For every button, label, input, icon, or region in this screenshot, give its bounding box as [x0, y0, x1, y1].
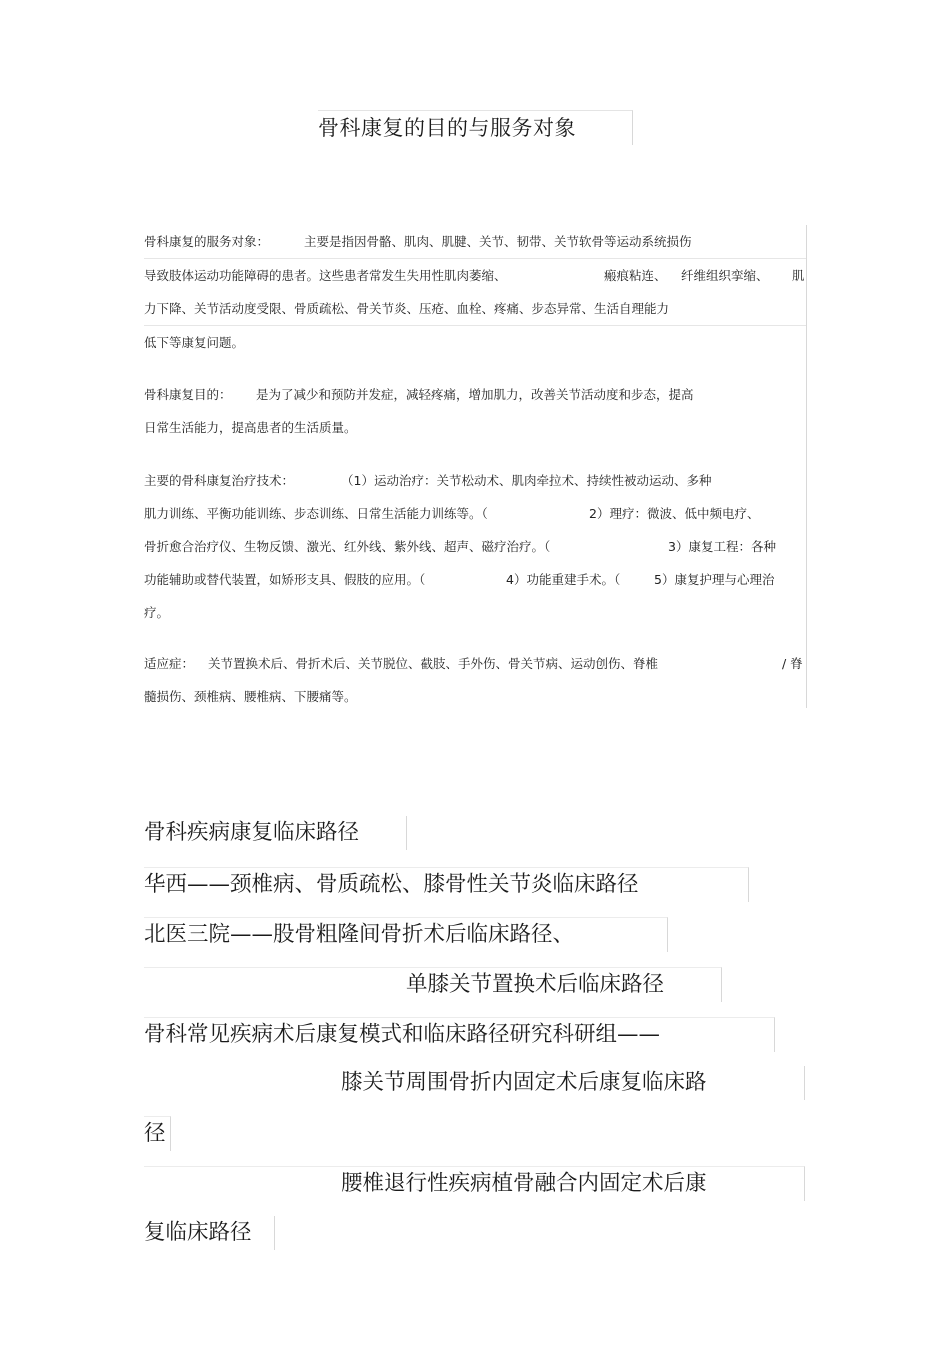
- section-service-targets: [144, 225, 807, 359]
- tech-text: 3）康复工程：各种: [668, 539, 776, 554]
- tech-text: 肌力训练、平衡功能训练、步态训练、日常生活能力训练等。（: [144, 506, 488, 521]
- tech-text: 4）功能重建手术。（: [506, 572, 621, 587]
- service-label: 骨科康复的服务对象：: [144, 234, 270, 249]
- pathway-beiyi-text: 单膝关节置换术后临床路径: [406, 972, 665, 997]
- tech-text: 骨折愈合治疗仪、生物反馈、激光、红外线、紫外线、超声、磁疗治疗。（: [144, 539, 551, 554]
- purpose-text: 日常生活能力，提高患者的生活质量。: [144, 420, 357, 435]
- text-line: [144, 647, 806, 680]
- tech-text: 疗。: [144, 605, 170, 620]
- purpose-label: 骨科康复目的：: [144, 387, 232, 402]
- service-text: 导致肢体运动功能障碍的患者。这些患者常发生失用性肌肉萎缩、: [144, 268, 507, 283]
- section-body: [144, 358, 807, 708]
- service-text: 瘢痕粘连、: [604, 268, 667, 283]
- service-text: 主要是指因骨骼、肌肉、肌腱、关节、韧带、关节软骨等运动系统损伤: [304, 234, 692, 249]
- pathway-lumbar-text: 腰椎退行性疾病植骨融合内固定术后康: [341, 1171, 707, 1196]
- text-line: [144, 225, 806, 258]
- pathway-beiyi-line1: [144, 917, 668, 952]
- pathway-group: [144, 1017, 775, 1052]
- text-line: [144, 497, 806, 530]
- service-text: 低下等康复问题。: [144, 335, 245, 350]
- pathway-knee-text: 膝关节周围骨折内固定术后康复临床路: [341, 1070, 707, 1095]
- pathway-huaxi-text: 华西——颈椎病、骨质疏松、膝骨性关节炎临床路径: [144, 872, 639, 897]
- tech-label: 主要的骨科康复治疗技术：: [144, 473, 295, 488]
- pathway-group-text: 骨科常见疾病术后康复模式和临床路径研究科研组——: [144, 1022, 661, 1047]
- pathway-lumbar-line1: [144, 1166, 805, 1201]
- service-text: 力下降、关节活动度受限、骨质疏松、骨关节炎、压疮、血栓、疼痛、步态异常、生活自理能力: [144, 301, 670, 316]
- page-title: 骨科康复的目的与服务对象: [318, 110, 633, 145]
- pathway-beiyi-text: 北医三院——股骨粗隆间骨折术后临床路径、: [144, 922, 575, 947]
- indication-text: 关节置换术后、骨折术后、关节脱位、截肢、手外伤、骨关节病、运动创伤、脊椎: [208, 656, 659, 671]
- pathway-lumbar-text: 复临床路径: [144, 1220, 252, 1245]
- text-line: [144, 596, 806, 629]
- text-line: [144, 292, 806, 325]
- text-line: [144, 411, 806, 444]
- text-line: [144, 325, 806, 359]
- indication-label: 适应症：: [144, 656, 195, 671]
- pathways-heading-text: 骨科疾病康复临床路径: [144, 820, 360, 845]
- tech-text: 5）康复护理与心理治: [654, 572, 775, 587]
- tech-text: （1）运动治疗：关节松动术、肌肉牵拉术、持续性被动运动、多种: [341, 473, 712, 488]
- pathway-knee-text: 径: [144, 1121, 166, 1146]
- pathway-huaxi: [144, 867, 749, 902]
- text-line: [144, 530, 806, 563]
- text-line: [144, 258, 806, 292]
- pathway-knee-line1: [144, 1066, 805, 1100]
- text-line: [144, 378, 806, 411]
- purpose-text: 是为了减少和预防并发症，减轻疼痛，增加肌力，改善关节活动度和步态，提高: [256, 387, 694, 402]
- service-text: 肌: [792, 268, 805, 283]
- tech-text: 2）理疗：微波、低中频电疗、: [589, 506, 760, 521]
- indication-text: 髓损伤、颈椎病、腰椎病、下腰痛等。: [144, 689, 357, 704]
- text-line: [144, 464, 806, 497]
- text-line: [144, 563, 806, 596]
- pathway-knee-line2: [144, 1116, 171, 1151]
- indication-text: / 脊: [782, 656, 803, 671]
- pathway-beiyi-line2: [144, 967, 722, 1002]
- service-text: 纤维组织挛缩、: [681, 268, 769, 283]
- tech-text: 功能辅助或替代装置，如矫形支具、假肢的应用。（: [144, 572, 426, 587]
- pathway-lumbar-line2: [144, 1216, 275, 1250]
- text-line: [144, 680, 806, 713]
- pathways-heading: [144, 816, 407, 850]
